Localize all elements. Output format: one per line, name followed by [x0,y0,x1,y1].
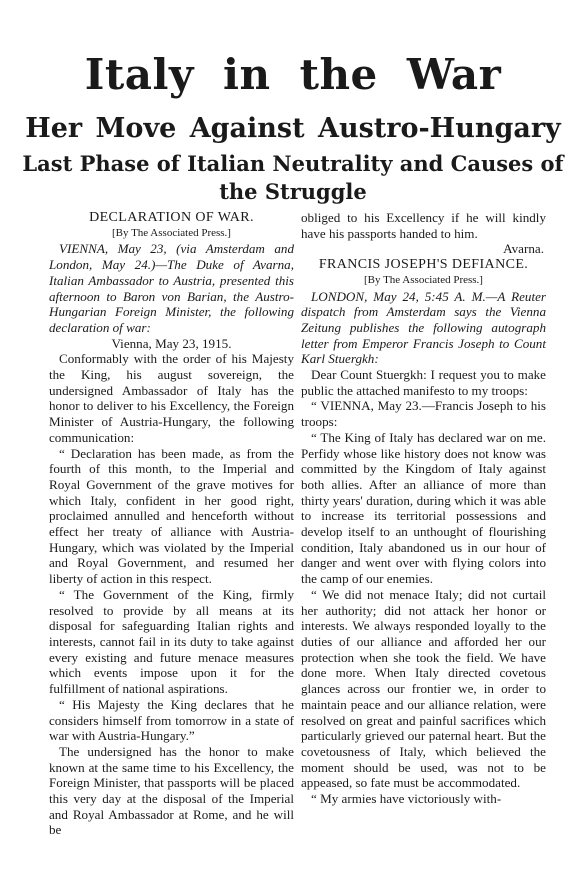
article-deck: Last Phase of Italian Neutrality and Causes of the Struggle [22,151,564,204]
body-paragraph: The undersigned has the honor to make known at the same time to his Excellency, the Foreign Minister, that passports will be placed this very day at the disposal of the Imperial and Royal Ambassador at Rome, and he will be [49,743,294,838]
body-paragraph: “ VIENNA, May 23.—Francis Joseph to his troops: [301,398,546,430]
press-credit: [By The Associated Press.] [364,273,483,286]
intro-paragraph: LONDON, May 24, 5:45 A. M.—A Reuter dispatch from Amsterdam says the Vienna Zeitung publishes the following autograph letter from Emperor Francis Joseph to Count Karl Stuergkh: [301,288,546,367]
article-subtitle: Her Move Against Austro-Hungary [25,113,561,144]
section-heading-defiance: FRANCIS JOSEPH'S DEFIANCE. [318,257,529,273]
left-column [49,210,294,838]
body-paragraph: “ The King of Italy has declared war on me. Perfidy whose like history does not know was committed by the Kingdom of Italy against both allies. After an alliance of more than thirty years' duration, during which it was able to increase its territorial possessions and develop itself to an unthought of flourishing condition, Italy abandoned us in our hour of danger and went over with flying colors into the camp of our enemies. [301,429,546,587]
section-heading-declaration: DECLARATION OF WAR. [89,210,254,225]
right-column [301,210,546,807]
body-paragraph: Dear Count Stuergkh: I request you to make public the attached manifesto to my troops: [301,367,546,398]
article-title: Italy in the War [84,50,502,99]
dateline: Vienna, May 23, 1915. [111,335,232,351]
body-paragraph: “ My armies have victoriously with- [311,791,502,807]
body-paragraph: “ The Government of the King, firmly resolved to provide by all means at its disposal for safeguarding Italian rights and interests, cannot fail in its duty to take against every existing and future menace measures which events impose upon it for the fulfillment of national aspirations. [49,586,294,697]
intro-paragraph: VIENNA, May 23, (via Amsterdam and London, May 24.)—The Duke of Avarna, Italian Ambassador to Austria, presented this afternoon to Baron von Barian, the Austro-Hungarian Foreign Minister, the following declaration of war: [49,241,294,335]
body-paragraph: Conformably with the order of his Majesty the King, his august sovereign, the undersigned Ambassador of Italy has the honor to deliver to his Excellency, the Foreign Minister of Austria-Hungary, the following communication: [49,351,294,445]
body-paragraph: “ We did not menace Italy; did not curtail her authority; did not attack her honor or interests. We always responded loyally to the duties of our alliance and afforded her our protection when she took the field. We have done more. When Italy directed covetous glances across our frontier we, in order to maintain peace and our alliance relation, were resolved on great and painful sacrifices which particularly grieved our paternal heart. But the covetousness of Italy, which believed the moment should be used, was not to be appeased, so fate must be accommodated. [301,586,546,791]
continuation-paragraph: obliged to his Excellency if he will kindly have his passports handed to him. [301,210,546,241]
press-credit: [By The Associated Press.] [112,226,231,239]
body-paragraph: “ Declaration has been made, as from the fourth of this month, to the Imperial and Royal Government of the grave motives for which Italy, confident in her good right, proclaimed annulled and henceforth without effect her treaty of alliance with Austria-Hungary, which was violated by the Imperial and Royal Government, and resumed her liberty of action in this respect. [49,445,294,587]
body-paragraph: “ His Majesty the King declares that he considers himself from tomorrow in a state of war with Austria-Hungary.” [49,696,294,744]
signature: Avarna. [503,241,544,257]
